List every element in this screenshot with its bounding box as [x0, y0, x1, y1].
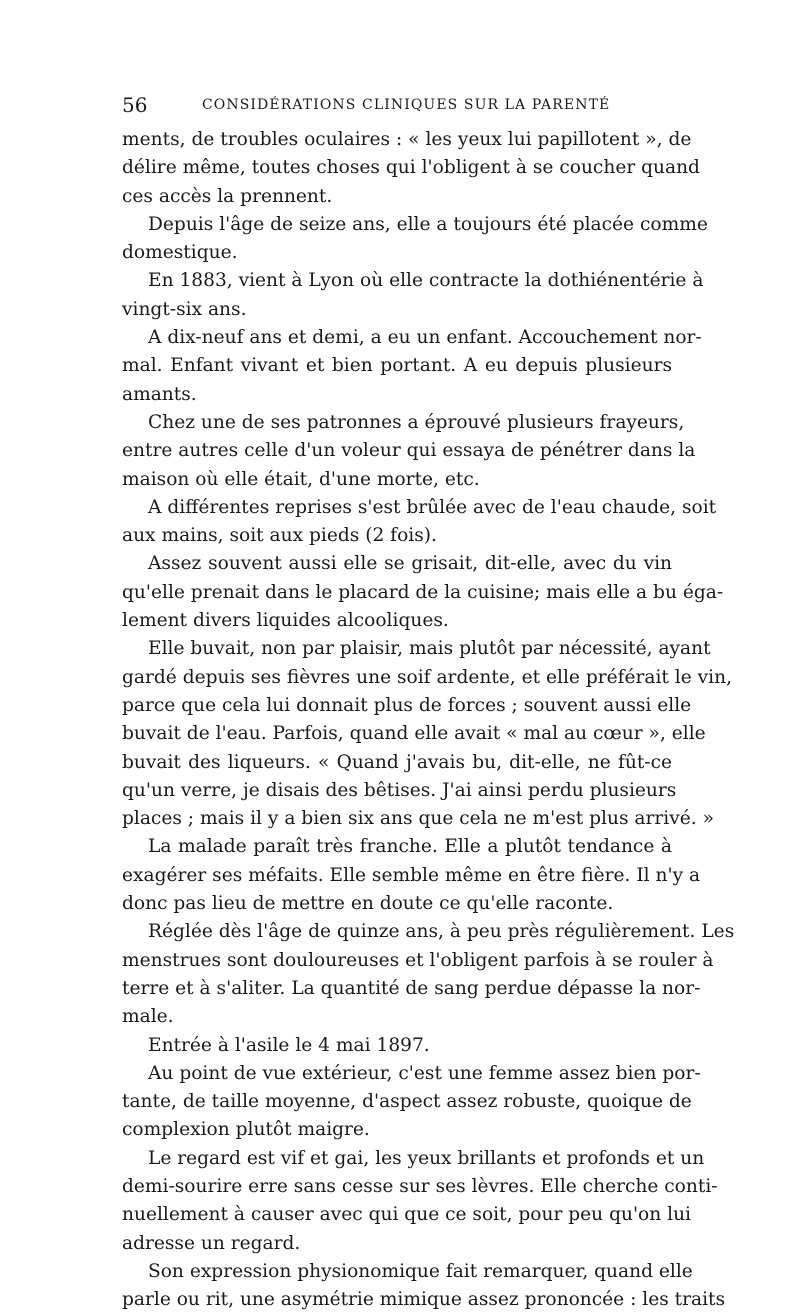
text-line: Elle buvait, non par plaisir, mais plutôt par nécessité, ayant — [148, 638, 711, 660]
text-line: Depuis l'âge de seize ans, elle a toujours été placée comme — [148, 213, 708, 235]
text-line: qu'elle prenait dans le placard de la cuisine; mais elle a bu éga- — [122, 581, 724, 603]
text-line: maison où elle était, d'une morte, etc. — [122, 468, 480, 490]
text-line: domestique. — [122, 242, 238, 264]
text-line: parle ou rit, une asymétrie mimique assez prononcée : les traits — [122, 1289, 726, 1311]
running-head — [122, 92, 678, 118]
text-line: donc pas lieu de mettre en doute ce qu'elle raconte. — [122, 893, 614, 915]
text-line: Son expression physionomique fait remarquer, quand elle — [148, 1260, 693, 1282]
text-line: amants. — [122, 383, 197, 405]
text-line: ments, de troubles oculaires : « les yeux lui papillotent », de — [122, 129, 692, 150]
text-line: mal. Enfant vivant et bien portant. A eu depuis plusieurs — [122, 355, 672, 377]
text-line: terre et à s'aliter. La quantité de sang perdue dépasse la nor- — [122, 977, 701, 999]
text-line: A différentes reprises s'est brûlée avec de l'eau chaude, soit — [148, 496, 717, 518]
text-line: La malade paraît très franche. Elle a plutôt tendance à — [148, 836, 672, 858]
text-line: qu'un verre, je disais des bêtises. J'ai ainsi perdu plusieurs — [122, 779, 677, 801]
text-line: ces accès la prennent. — [122, 185, 333, 207]
text-line: entre autres celle d'un voleur qui essaya de pénétrer dans la — [122, 440, 696, 462]
running-head-title: CONSIDÉRATIONS CLINIQUES SUR LA PARENTÉ — [202, 97, 611, 113]
text-line: demi-sourire erre sans cesse sur ses lèvres. Elle cherche conti- — [122, 1175, 718, 1197]
text-line: Assez souvent aussi elle se grisait, dit-elle, avec du vin — [148, 553, 672, 575]
text-line: tante, de taille moyenne, d'aspect assez robuste, quoique de — [122, 1091, 692, 1113]
text-line: Le regard est vif et gai, les yeux brillants et profonds et un — [148, 1147, 705, 1169]
body-text — [122, 126, 735, 1314]
text-line: male. — [122, 1006, 174, 1028]
text-line: parce que cela lui donnait plus de forces ; souvent aussi elle — [122, 694, 692, 716]
text-line: Entrée à l'asile le 4 mai 1897. — [148, 1034, 430, 1056]
text-line: Chez une de ses patronnes a éprouvé plusieurs frayeurs, — [148, 411, 685, 433]
text-line: buvait des liqueurs. « Quand j'avais bu, dit-elle, ne fût-ce — [122, 751, 672, 773]
text-line: places ; mais il y a bien six ans que cela ne m'est plus arrivé. » — [122, 808, 714, 830]
text-line: Au point de vue extérieur, c'est une femme assez bien por- — [148, 1062, 701, 1084]
text-line: En 1883, vient à Lyon où elle contracte la dothiénentérie à — [148, 270, 704, 292]
text-line: Réglée dès l'âge de quinze ans, à peu près régulièrement. Les — [148, 921, 735, 943]
text-line: aux mains, soit aux pieds (2 fois). — [122, 525, 437, 547]
text-line: menstrues sont douloureuses et l'obligent parfois à se rouler à — [122, 949, 714, 971]
text-line: délire même, toutes choses qui l'obligent à se coucher quand — [122, 157, 700, 179]
text-line: complexion plutôt maigre. — [122, 1119, 370, 1141]
text-line: exagérer ses méfaits. Elle semble même en être fière. Il n'y a — [122, 864, 701, 886]
text-line: vingt-six ans. — [122, 298, 247, 320]
text-line: lement divers liquides alcooliques. — [122, 610, 449, 632]
text-line: buvait de l'eau. Parfois, quand elle avait « mal au cœur », elle — [122, 723, 706, 745]
text-line: gardé depuis ses fièvres une soif ardente, et elle préférait le vin, — [122, 666, 732, 688]
text-line: nuellement à causer avec qui que ce soit, pour peu qu'on lui — [122, 1204, 692, 1226]
text-line: adresse un regard. — [122, 1232, 301, 1254]
text-line: A dix-neuf ans et demi, a eu un enfant. Accouchement nor- — [148, 327, 702, 349]
page-number: 56 — [122, 93, 148, 117]
